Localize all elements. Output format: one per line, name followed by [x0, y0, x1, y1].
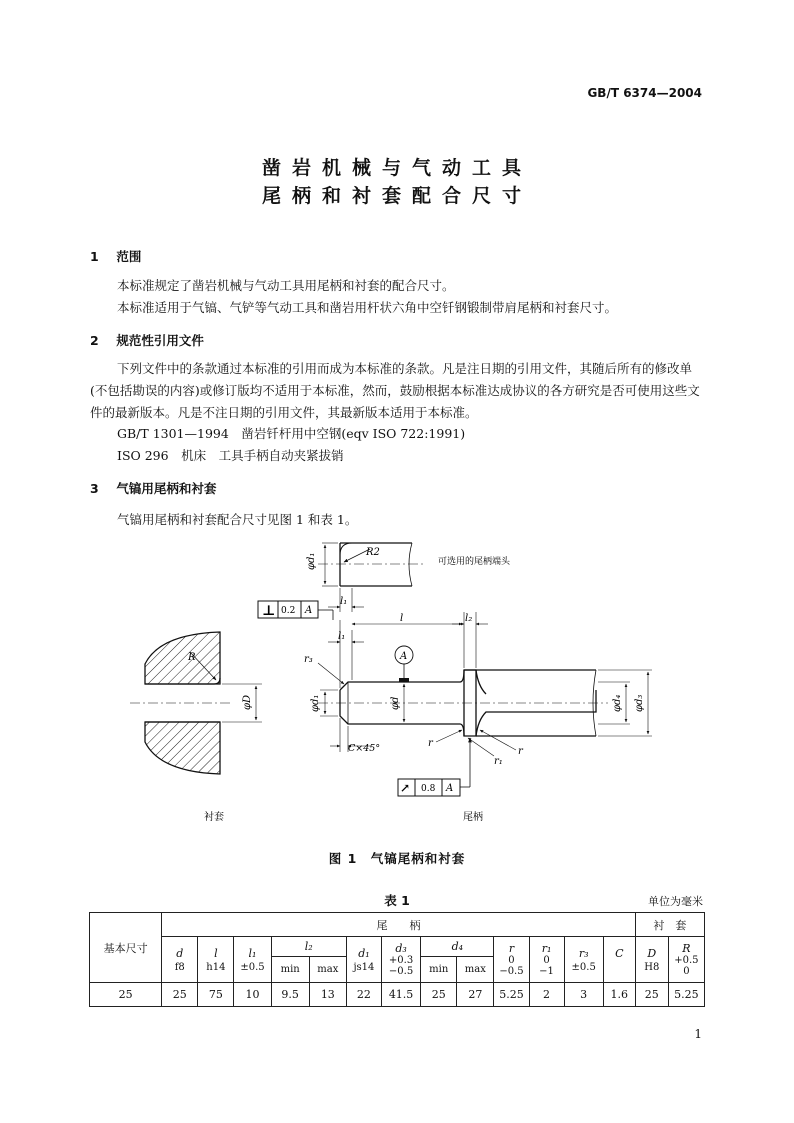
col-l1-sym: l₁: [248, 946, 257, 960]
label-bushing-r: R: [188, 652, 196, 663]
label-chamfer: C×45°: [348, 743, 381, 754]
runout-frame: [398, 738, 470, 796]
cell-r1: 2: [529, 983, 564, 1007]
col-D-tol: H8: [644, 961, 660, 973]
col-r1-sym: r₁: [541, 942, 552, 955]
shank-drawing: [304, 612, 652, 767]
col-d1-sym: d₁: [358, 946, 370, 960]
cell-l2-min: 9.5: [271, 983, 309, 1007]
label-r-right: r: [518, 746, 523, 757]
col-r3-sym: r₃: [578, 946, 589, 960]
col-d4-sym: d₄: [451, 940, 464, 953]
col-l-sym: l: [214, 946, 218, 960]
col-l2-sym: l₂: [304, 940, 313, 953]
col-d: [162, 937, 198, 983]
figure-title: 图 1 气镐尾柄和衬套: [328, 851, 466, 866]
reference-2: ISO 296 机床 工具手柄自动夹紧拔销: [117, 448, 344, 463]
hdr-bushing: 衬 套: [635, 913, 704, 937]
col-d4-max: max: [457, 957, 494, 983]
col-d4-min: min: [421, 957, 457, 983]
cell-l1: 10: [234, 983, 271, 1007]
tol-value-1: 0.2: [281, 606, 296, 616]
tol-datum-2: A: [446, 783, 454, 794]
section-2-para-1: 下列文件中的条款通过本标准的引用而成为本标准的条款。凡是注日期的引用文件，其随后所有的修改单(不包括勘误的内容)或修订版均不适用于本标准，然而，鼓励根据本标准达成协议的各方研究是否可使用这些文件的最新版本。凡是不注日期的引用文件，其最新版本适用于本标准。: [90, 361, 700, 420]
reference-1: GB/T 1301—1994 凿岩钎杆用中空钢(eqv ISO 722:1991): [117, 426, 466, 441]
col-d1-tol: js14: [353, 961, 375, 973]
col-R-up: +0.5: [674, 955, 699, 966]
runout-symbol: ↗: [400, 781, 411, 795]
doc-title-line1: 凿岩机械与气动工具: [261, 157, 532, 179]
col-l2-min: min: [271, 957, 309, 983]
label-phi-d1-top: φd₁: [306, 552, 317, 570]
cell-D: 25: [635, 983, 668, 1007]
col-D: [635, 937, 668, 983]
col-D-sym: D: [647, 946, 657, 960]
section-1-heading: [90, 247, 141, 265]
cell-d3: 41.5: [381, 983, 420, 1007]
label-phi-d4: φd₄: [612, 694, 623, 712]
caption-shank: 尾柄: [463, 812, 483, 823]
col-R: [668, 937, 704, 983]
col-l2: [271, 937, 346, 957]
label-r2: R2: [366, 547, 380, 558]
col-d3-sym: d₃: [395, 942, 407, 955]
table-title: 表 1: [384, 893, 410, 908]
col-r1-lo: −1: [539, 966, 554, 977]
label-phi-d1: φd₁: [310, 694, 321, 712]
hdr-shank: 尾 柄: [162, 913, 636, 937]
doc-title-line2: 尾柄和衬套配合尺寸: [261, 185, 532, 207]
col-r-up: 0: [508, 955, 515, 966]
label-phi-d3: φd₃: [634, 694, 645, 712]
section-2-title: 规范性引用文件: [116, 333, 204, 348]
dimensions-table: [89, 912, 705, 1007]
optional-shank-end: [306, 543, 511, 612]
label-l: l: [400, 613, 404, 624]
label-phi-d: φd: [390, 696, 401, 710]
col-d-sym: d: [176, 946, 184, 960]
cell-d4-max: 27: [457, 983, 494, 1007]
datum-a: A: [400, 651, 408, 662]
section-3-title: 气镐用尾柄和衬套: [116, 481, 217, 496]
col-d3-lo: −0.5: [388, 966, 414, 977]
col-R-sym: R: [682, 942, 691, 955]
section-3-para-1: 气镐用尾柄和衬套配合尺寸见图 1 和表 1。: [117, 512, 358, 527]
col-l1: [234, 937, 271, 983]
label-l1: l₁: [338, 631, 346, 642]
hdr-basic-size: 基本尺寸: [90, 913, 162, 983]
section-1-para-1: 本标准规定了凿岩机械与气动工具用尾柄和衬套的配合尺寸。: [117, 278, 455, 293]
standard-code: GB/T 6374—2004: [587, 86, 702, 100]
col-d-tol: f8: [174, 961, 185, 973]
col-r-sym: r: [508, 942, 515, 955]
cell-d4-min: 25: [421, 983, 457, 1007]
label-r-left: r: [428, 738, 433, 749]
section-1-number: 1: [90, 249, 99, 264]
col-d3: [381, 937, 420, 983]
section-1-para-2: 本标准适用于气镐、气铲等气动工具和凿岩用杆状六角中空钎钢锻制带肩尾柄和衬套尺寸。: [117, 300, 618, 315]
col-r3: [564, 937, 603, 983]
cell-l: 75: [198, 983, 234, 1007]
label-r1: r₁: [494, 756, 503, 767]
table-row: [90, 983, 705, 1007]
tol-datum-1: A: [305, 605, 313, 616]
section-2-number: 2: [90, 333, 99, 348]
cell-c: 1.6: [603, 983, 635, 1007]
label-l2: l₂: [465, 613, 473, 624]
col-r: [494, 937, 529, 983]
cell-r: 5.25: [494, 983, 529, 1007]
section-3-heading: [90, 479, 216, 497]
page-number: 1: [694, 1027, 702, 1041]
col-l1-tol: ±0.5: [240, 961, 265, 973]
label-optional-end: 可选用的尾柄端头: [438, 557, 511, 567]
cell-R: 5.25: [668, 983, 704, 1007]
col-l2-max: max: [309, 957, 346, 983]
label-l1-top: l₁: [340, 596, 348, 607]
section-2-heading: [90, 331, 204, 349]
col-l: [198, 937, 234, 983]
col-c-sym: C: [615, 946, 624, 960]
figure-1-drawing: [0, 530, 794, 840]
perpendicular-symbol: ⊥: [262, 603, 276, 619]
label-r3: r₃: [304, 654, 313, 665]
col-l-tol: h14: [206, 961, 226, 973]
bushing-drawing: [130, 632, 262, 774]
caption-bushing: 衬套: [204, 812, 224, 823]
table-unit: 单位为毫米: [648, 895, 703, 908]
col-r3-tol: ±0.5: [571, 961, 596, 973]
col-R-lo: 0: [683, 966, 690, 977]
section-3-number: 3: [90, 481, 99, 496]
col-c: [603, 937, 635, 983]
cell-d1: 22: [346, 983, 381, 1007]
label-phi-D: φD: [242, 694, 253, 710]
col-d3-up: +0.3: [388, 955, 414, 966]
col-r-lo: −0.5: [499, 966, 524, 977]
tol-value-2: 0.8: [421, 784, 436, 794]
cell-d: 25: [162, 983, 198, 1007]
section-1-title: 范围: [116, 249, 142, 264]
perpendicularity-frame: [258, 601, 333, 620]
cell-r3: 3: [564, 983, 603, 1007]
col-r1-up: 0: [543, 955, 550, 966]
cell-basic: 25: [90, 983, 162, 1007]
cell-l2-max: 13: [309, 983, 346, 1007]
col-r1: [529, 937, 564, 983]
col-d4: [421, 937, 494, 957]
col-d1: [346, 937, 381, 983]
